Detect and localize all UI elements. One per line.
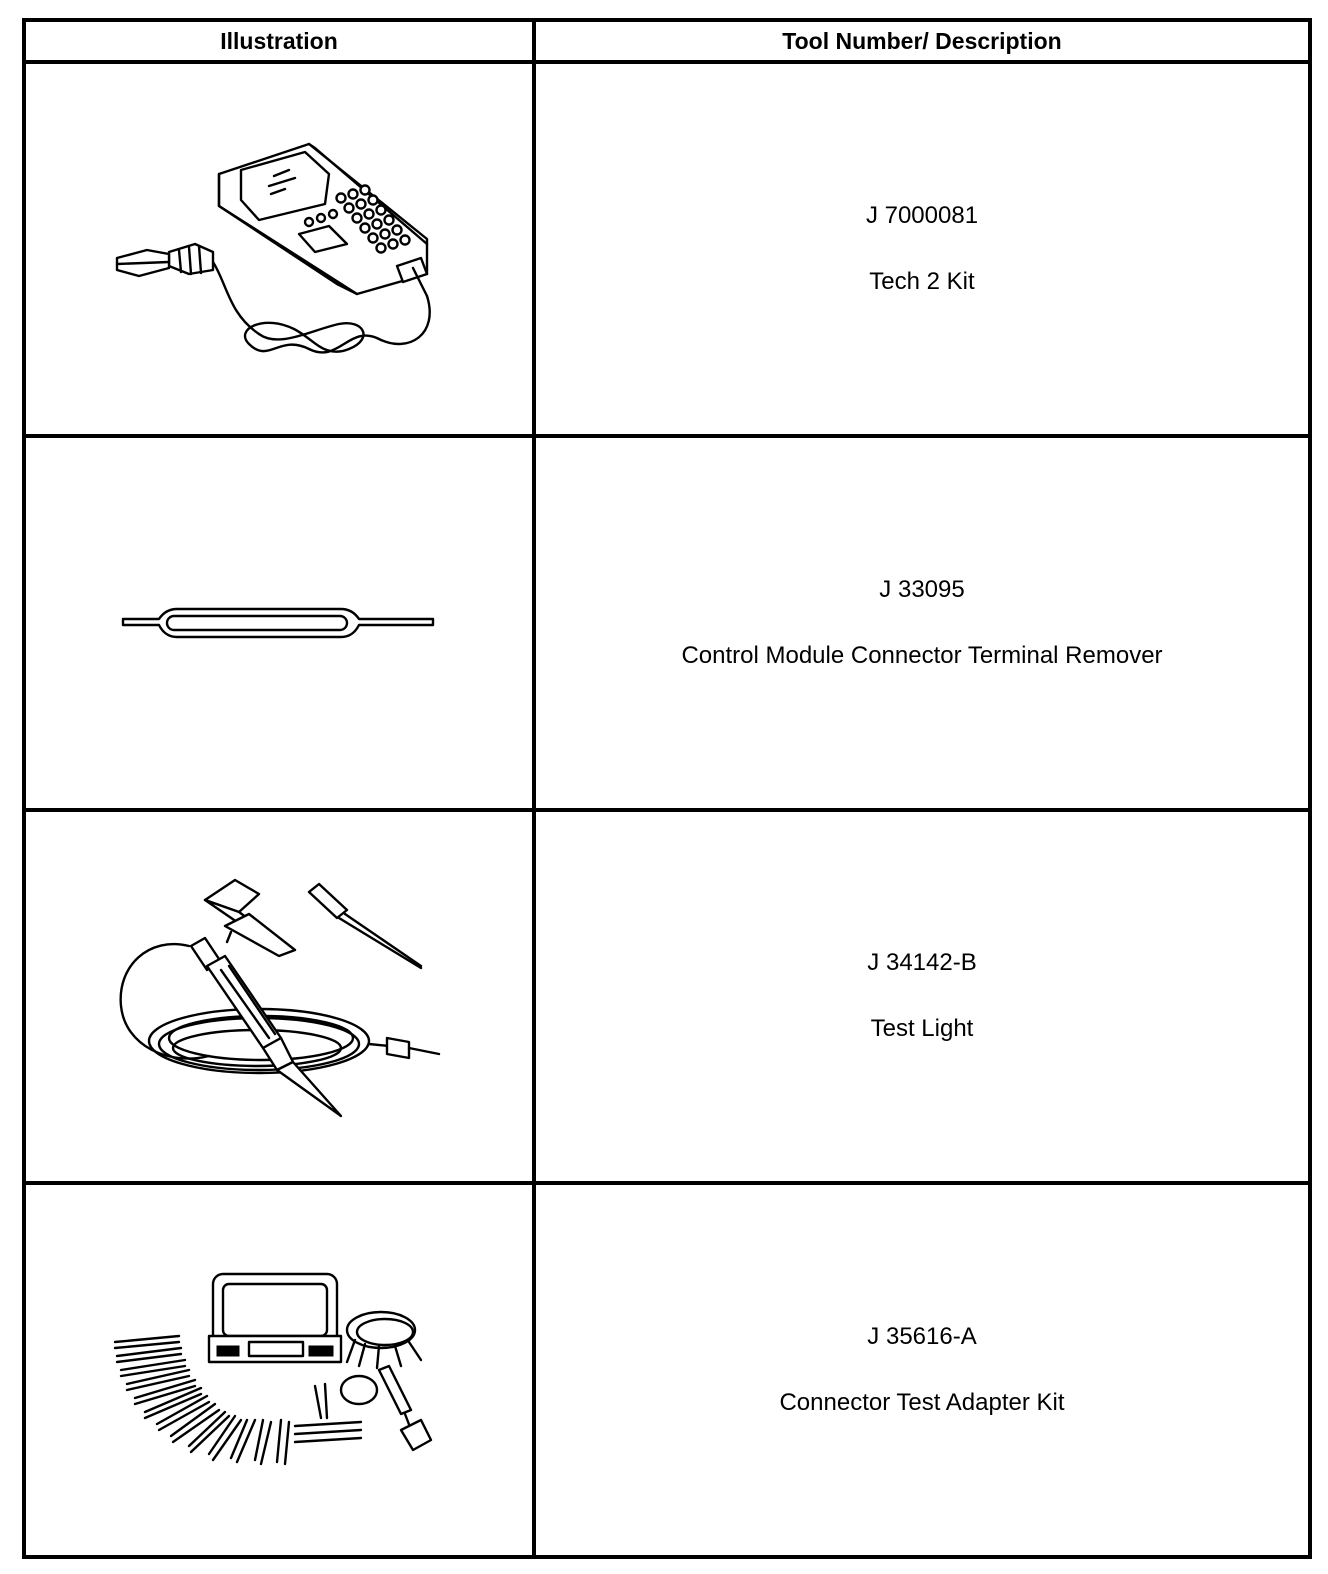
illustration-header: Illustration <box>24 20 534 62</box>
illustration-cell <box>24 62 534 436</box>
tool-name: Connector Test Adapter Kit <box>779 1389 1065 1417</box>
adapter-kit-icon <box>109 1270 449 1470</box>
tool-number: J 35616-A <box>867 1323 977 1351</box>
tech2-scan-tool-icon <box>109 134 449 364</box>
description-cell <box>534 436 1310 810</box>
description-cell <box>534 62 1310 436</box>
tool-row-terminal-remover <box>24 436 1310 810</box>
special-tools-table <box>22 18 1312 1559</box>
tool-name: Test Light <box>870 1015 974 1043</box>
description-header: Tool Number/ Description <box>534 20 1310 62</box>
tool-row-test-light <box>24 810 1310 1184</box>
header-row <box>24 20 1310 62</box>
tool-row-tech2 <box>24 62 1310 436</box>
tool-name: Tech 2 Kit <box>869 267 975 295</box>
tool-row-adapter-kit <box>24 1183 1310 1557</box>
illustration-cell <box>24 1183 534 1557</box>
terminal-remover-icon <box>119 603 439 643</box>
description-cell <box>534 1183 1310 1557</box>
illustration-cell <box>24 810 534 1184</box>
tool-name: Control Module Connector Terminal Remover <box>681 641 1163 669</box>
test-light-icon <box>109 866 449 1126</box>
description-cell <box>534 810 1310 1184</box>
illustration-cell <box>24 436 534 810</box>
tool-number: J 7000081 <box>865 201 979 229</box>
tool-number: J 33095 <box>879 575 965 603</box>
tool-number: J 34142-B <box>867 949 977 977</box>
